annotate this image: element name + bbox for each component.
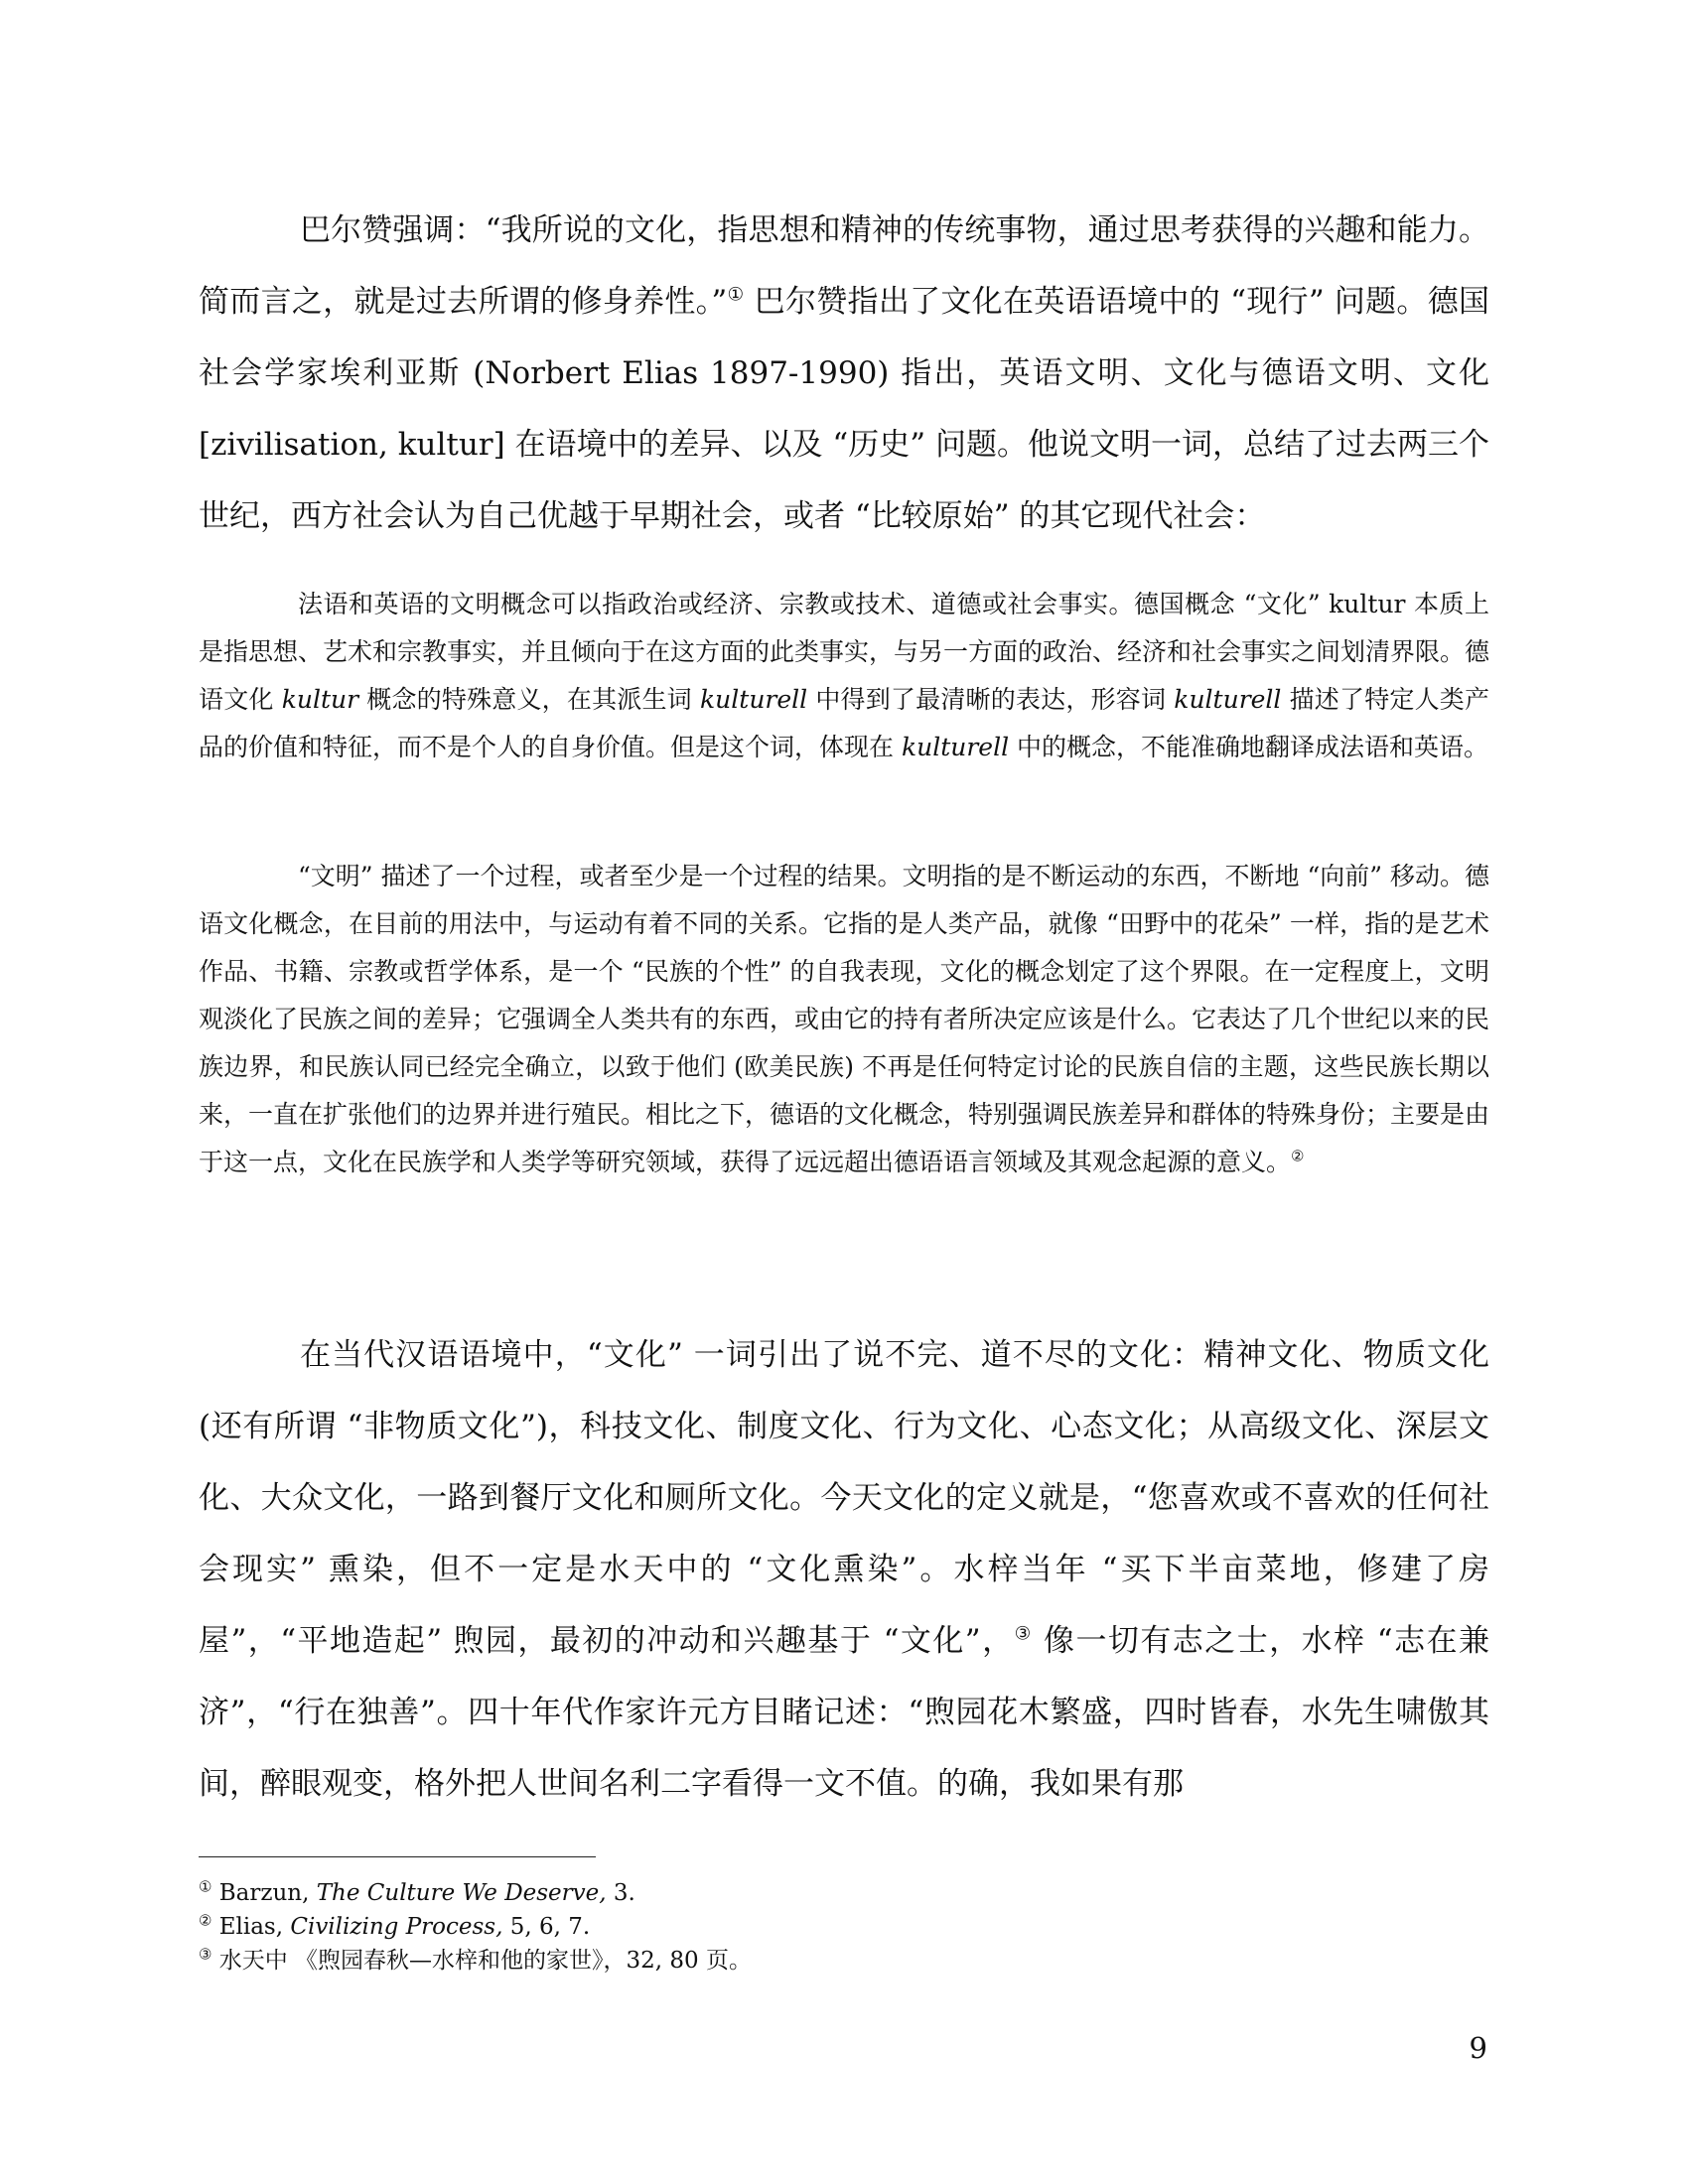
footnote-3 [199,1944,1489,1978]
body-paragraph-1 [199,195,1489,552]
footnote-author: Elias, [218,1914,291,1940]
footnote-text: 水天中 《煦园春秋—水梓和他的家世》，32, 80 页。 [218,1948,752,1974]
italic-term: kulturell [1174,685,1282,714]
italic-term: kulturell [901,733,1010,761]
paragraph-text: 巴尔赞强调：“我所说的文化，指思想和精神的传统事物，通过思考获得的兴趣和能力。简而言之，就是过去所谓的修身养性。” [199,212,1489,320]
footnote-mark: ① [199,1877,212,1896]
footnote-ref-1[interactable]: ① [727,284,745,306]
footnote-1 [199,1876,1489,1910]
paragraph-text: 巴尔赞指出了文化在英语语境中的 “现行” 问题。德国社会学家埃利亚斯 (Norbert Elias 1897-1990) 指出，英语文明、文化与德语文明、文化 [zivilisation, kultur] 在语境中的差异、以及 “历史” 问题。他说文明一词，总结了过去两三个世纪，西方社会认为自己优越于早期社会，或者 “比较原始” 的其它现代社会： [199,284,1489,534]
footnote-pages: 5, 6, 7. [502,1914,591,1940]
quote-text: 概念的特殊意义，在其派生词 [358,685,701,714]
italic-term: kulturell [700,685,808,714]
quote-text: 法语和英语的文明概念可以指政治或经济、宗教或技术、道德或社会事实。德国概念 “文化” kultur 本质上是指思想、艺术和宗教事实，并且倾向于在这方面的此类事实，与另一方面的政治、经济和社会事实之间划清界限。德语文化 [199,590,1490,714]
footnote-ref-2[interactable]: ② [1291,1147,1305,1165]
italic-term: kultur [281,685,359,714]
block-quote-paragraph-1 [199,581,1489,771]
footnote-author: Barzun, [218,1880,317,1906]
footnote-mark: ② [199,1911,212,1930]
body-paragraph-2 [199,1319,1489,1820]
quote-text: 中得到了最清晰的表达，形容词 [807,685,1175,714]
footnote-title: Civilizing Process, [290,1914,503,1940]
page-number: 9 [1469,2031,1487,2065]
quote-text: 描述了特定人类产品的价值和特征，而不是个人的自身价值。但是这个词，体现在 [199,685,1489,761]
footnote-pages: 3. [606,1880,635,1906]
quote-text: “文明” 描述了一个过程，或者至少是一个过程的结果。文明指的是不断运动的东西，不断地 “向前” 移动。德语文化概念，在目前的用法中，与运动有着不同的关系。它指的是人类产品，就像 “田野中的花朵” 一样，指的是艺术作品、书籍、宗教或哲学体系，是一个 “民族的个性” 的自我表现，文化的概念划定了这个界限。在一定程度上，文明观淡化了民族之间的差异；它强调全人类共有的东西，或由它的持有者所决定应该是什么。它表达了几个世纪以来的民族边界，和民族认同已经完全确立，以致于他们 (欧美民族) 不再是任何特定讨论的民族自信的主题，这些民族长期以来，一直在扩张他们的边界并进行殖民。相比之下，德语的文化概念，特别强调民族差异和群体的特殊身份；主要是由于这一点，文化在民族学和人类学等研究领域，获得了远远超出德语语言领域及其观念起源的意义。 [199,862,1490,1176]
footnote-divider [199,1856,596,1857]
footnote-mark: ③ [199,1945,212,1964]
footnote-2 [199,1910,1489,1944]
paragraph-text: 在当代汉语语境中，“文化” 一词引出了说不完、道不尽的文化：精神文化、物质文化 (还有所谓 “非物质文化”)，科技文化、制度文化、行为文化、心态文化；从高级文化、深层文化、大众文化，一路到餐厅文化和厕所文化。今天文化的定义就是，“您喜欢或不喜欢的任何社会现实” 熏染，但不一定是水天中的 “文化熏染”。水梓当年 “买下半亩菜地，修建了房屋”，“平地造起” 煦园，最初的冲动和兴趣基于 “文化”， [199,1337,1489,1659]
paragraph-text: 像一切有志之士，水梓 “志在兼济”，“行在独善”。四十年代作家许元方目睹记述：“煦园花木繁盛，四时皆春，水先生啸傲其间，醉眼观变，格外把人世间名利二字看得一文不值。的确，我如果有那 [199,1623,1489,1802]
block-quote-paragraph-2 [199,853,1489,1186]
footnote-ref-3[interactable]: ③ [1014,1623,1033,1645]
quote-text: 中的概念，不能准确地翻译成法语和英语。 [1009,733,1489,761]
footnotes [199,1876,1489,1978]
footnote-title: The Culture We Deserve, [316,1880,607,1906]
